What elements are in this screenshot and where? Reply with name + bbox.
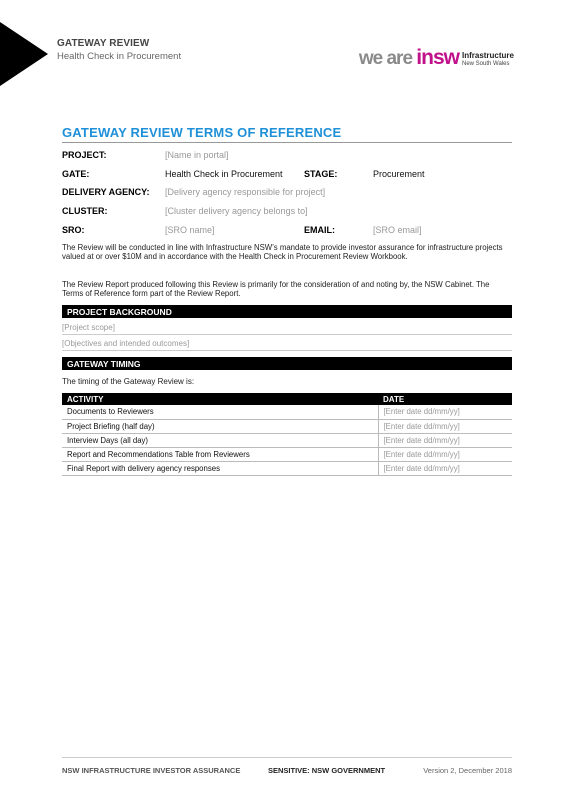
sro-label: SRO:: [62, 225, 85, 235]
timing-table: [62, 393, 512, 476]
project-background-heading: PROJECT BACKGROUND: [62, 305, 512, 318]
table-row: [62, 447, 512, 461]
date-cell[interactable]: [Enter date dd/mm/yy]: [378, 461, 512, 475]
agency-label: DELIVERY AGENCY:: [62, 187, 150, 197]
stage-value: Procurement: [373, 169, 425, 179]
agency-value[interactable]: [Delivery agency responsible for project]: [165, 187, 326, 197]
logo-line1: Infrastructure: [461, 51, 514, 60]
corner-triangle-decoration: [0, 22, 48, 86]
project-scope-placeholder[interactable]: [Project scope]: [62, 321, 512, 335]
objectives-placeholder[interactable]: [Objectives and intended outcomes]: [62, 337, 512, 351]
gate-label: GATE:: [62, 169, 90, 179]
date-cell[interactable]: [Enter date dd/mm/yy]: [378, 405, 512, 419]
table-row: [62, 405, 512, 419]
header-subtitle: Health Check in Procurement: [57, 51, 182, 62]
project-value[interactable]: [Name in portal]: [165, 150, 229, 160]
sro-value[interactable]: [SRO name]: [165, 225, 215, 235]
table-header-row: [62, 393, 512, 405]
gateway-timing-heading: GATEWAY TIMING: [62, 357, 512, 370]
logo-we-are: we are: [358, 48, 417, 69]
footer-divider: [62, 757, 512, 758]
logo-line2: New South Wales: [461, 61, 510, 67]
activity-cell: Report and Recommendations Table from Reviewers: [62, 447, 378, 461]
stage-label: STAGE:: [304, 169, 338, 179]
logo-wordmark: [359, 47, 459, 68]
date-column-header: DATE: [378, 393, 512, 405]
activity-cell: Project Briefing (half day): [62, 419, 378, 433]
date-cell[interactable]: [Enter date dd/mm/yy]: [378, 433, 512, 447]
title-divider: [62, 142, 512, 143]
gate-value: Health Check in Procurement: [165, 169, 283, 179]
table-row: [62, 419, 512, 433]
infrastructure-nsw-logo: [359, 40, 514, 68]
activity-cell: Interview Days (all day): [62, 433, 378, 447]
mandate-paragraph: The Review will be conducted in line with Infrastructure NSW’s mandate to provide investor assurance for infrastructure projects valued at or over $10M and in accordance with the Health Check in Procurement Review Workbook.: [62, 243, 503, 262]
cluster-label: CLUSTER:: [62, 206, 108, 216]
email-value[interactable]: [SRO email]: [373, 225, 422, 235]
activity-cell: Final Report with delivery agency responses: [62, 461, 378, 475]
email-label: EMAIL:: [304, 225, 335, 235]
document-title: GATEWAY REVIEW TERMS OF REFERENCE: [62, 125, 342, 140]
cluster-value[interactable]: [Cluster delivery agency belongs to]: [165, 206, 308, 216]
logo-insw: insw: [416, 46, 459, 69]
footer-org: NSW INFRASTRUCTURE INVESTOR ASSURANCE: [62, 766, 241, 775]
footer-classification: SENSITIVE: NSW GOVERNMENT: [268, 766, 386, 775]
report-paragraph: The Review Report produced following this Review is primarily for the consideration of and noting by, the NSW Cabinet. The Terms of Reference form part of the Review Report.: [62, 280, 490, 299]
date-cell[interactable]: [Enter date dd/mm/yy]: [378, 419, 512, 433]
footer-version: Version 2, December 2018: [423, 766, 512, 775]
date-cell[interactable]: [Enter date dd/mm/yy]: [378, 447, 512, 461]
logo-text: [462, 52, 514, 68]
header-title: GATEWAY REVIEW: [57, 38, 150, 49]
activity-column-header: ACTIVITY: [62, 393, 378, 405]
activity-cell: Documents to Reviewers: [62, 405, 378, 419]
table-row: [62, 433, 512, 447]
project-label: PROJECT:: [62, 150, 107, 160]
timing-intro: The timing of the Gateway Review is:: [62, 377, 195, 386]
table-row: [62, 461, 512, 475]
